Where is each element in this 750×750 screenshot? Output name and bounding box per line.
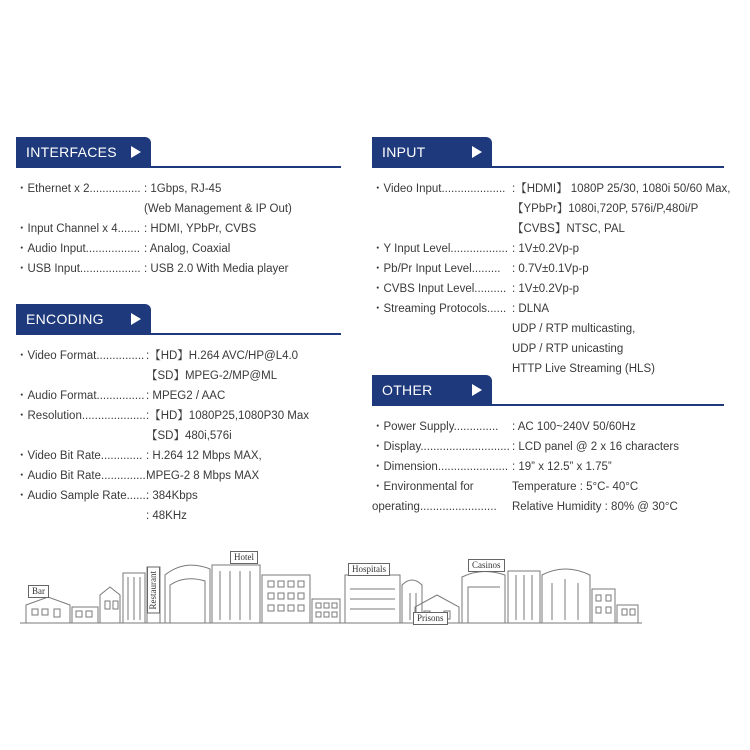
spec-label: ・Audio Bit Rate.............. [16, 470, 146, 482]
spec-row [372, 179, 732, 199]
spec-value: :【HD】1080P25,1080P30 Max [146, 410, 310, 422]
spec-value: :【HD】H.264 AVC/HP@L4.0 [146, 350, 299, 362]
arrow-right-icon [472, 146, 482, 158]
spec-label: ・Resolution.................... [16, 410, 146, 422]
spec-label: ・Input Channel x 4....... [16, 223, 141, 235]
spec-row [372, 437, 732, 457]
sign-prisons: Prisons [413, 612, 448, 625]
spec-row [372, 279, 732, 299]
interfaces-spec-list [16, 179, 346, 279]
spec-label: ・Y Input Level.................. [372, 243, 508, 255]
spec-value: : USB 2.0 With Media player [144, 263, 289, 275]
encoding-title-tab [16, 304, 151, 334]
spec-value: 【SD】480i,576i [146, 430, 232, 442]
spec-label: ・Video Input.................... [372, 183, 506, 195]
city-skyline-illustration [20, 545, 645, 635]
encoding-title: ENCODING [26, 311, 104, 327]
sign-hospitals: Hospitals [348, 563, 390, 576]
other-spec-list [372, 417, 732, 517]
spec-value: : 1Gbps, RJ-45 [144, 183, 222, 195]
spec-value: : 1V±0.2Vp-p [512, 283, 580, 295]
sign-restaurant: Restaurant [147, 567, 160, 614]
spec-row [372, 477, 732, 497]
spec-label: ・USB Input................... [16, 263, 141, 275]
skyline-drawing [20, 545, 645, 635]
spec-row [16, 346, 346, 366]
spec-row [16, 219, 346, 239]
spec-row [16, 239, 346, 259]
spec-row [16, 406, 346, 426]
encoding-spec-list [16, 346, 346, 526]
spec-label: operating........................ [372, 501, 497, 513]
arrow-right-icon [131, 146, 141, 158]
spec-row [372, 417, 732, 437]
input-section [372, 137, 732, 379]
spec-value: : H.264 12 Mbps MAX, [146, 450, 262, 462]
spec-value: Relative Humidity : 80% @ 30°C [512, 501, 678, 513]
spec-value: (Web Management & IP Out) [144, 203, 292, 215]
spec-value: : HDMI, YPbPr, CVBS [144, 223, 257, 235]
spec-label: ・Audio Format............... [16, 390, 145, 402]
spec-row [372, 199, 732, 219]
spec-label: ・Video Bit Rate............. [16, 450, 143, 462]
spec-row [16, 446, 346, 466]
input-header [372, 137, 732, 169]
sign-casinos: Casinos [468, 559, 505, 572]
spec-label: ・Audio Input................. [16, 243, 141, 255]
spec-value: HTTP Live Streaming (HLS) [512, 363, 655, 375]
other-header [372, 375, 732, 407]
spec-label: ・CVBS Input Level.......... [372, 283, 507, 295]
spec-row [372, 299, 732, 319]
interfaces-title-tab [16, 137, 151, 167]
spec-row [16, 199, 346, 219]
spec-label: ・Pb/Pr Input Level......... [372, 263, 501, 275]
spec-value: : 0.7V±0.1Vp-p [512, 263, 589, 275]
spec-row [16, 259, 346, 279]
spec-row [372, 239, 732, 259]
spec-row [16, 426, 346, 446]
spec-value: : LCD panel @ 2 x 16 characters [512, 441, 680, 453]
spec-value: : 48KHz [146, 510, 187, 522]
spec-value: : DLNA [512, 303, 550, 315]
spec-row [372, 339, 732, 359]
spec-row [16, 366, 346, 386]
spec-row [16, 486, 346, 506]
spec-row [372, 259, 732, 279]
spec-value: 【SD】MPEG-2/MP@ML [146, 370, 278, 382]
spec-row [16, 506, 346, 526]
spec-label: ・Streaming Protocols...... [372, 303, 507, 315]
spec-row [372, 219, 732, 239]
interfaces-section [16, 137, 346, 279]
spec-label: ・Dimension...................... [372, 461, 509, 473]
sign-bar: Bar [28, 585, 49, 598]
spec-value: 【CVBS】NTSC, PAL [512, 223, 625, 235]
spec-value: : 1V±0.2Vp-p [512, 243, 580, 255]
spec-label: ・Ethernet x 2................ [16, 183, 141, 195]
spec-value: : 384Kbps [146, 490, 198, 502]
encoding-header [16, 304, 346, 336]
spec-row [372, 497, 732, 517]
spec-value: : AC 100~240V 50/60Hz [512, 421, 636, 433]
spec-label: ・Audio Sample Rate....... [16, 490, 149, 502]
other-title-tab [372, 375, 492, 405]
input-title: INPUT [382, 144, 426, 160]
other-title: OTHER [382, 382, 433, 398]
other-section [372, 375, 732, 517]
sign-hotel: Hotel [230, 551, 258, 564]
spec-label: ・Power Supply.............. [372, 421, 499, 433]
spec-row [372, 457, 732, 477]
input-spec-list [372, 179, 732, 379]
spec-value: : MPEG2 / AAC [146, 390, 226, 402]
spec-row [16, 179, 346, 199]
input-title-tab [372, 137, 492, 167]
spec-value: : Analog, Coaxial [144, 243, 231, 255]
spec-value: Temperature : 5°C- 40°C [512, 481, 639, 493]
spec-label: ・Video Format............... [16, 350, 145, 362]
arrow-right-icon [472, 384, 482, 396]
spec-value: UDP / RTP unicasting [512, 343, 624, 355]
spec-row [372, 319, 732, 339]
spec-value: 【YPbPr】1080i,720P, 576i/P,480i/P [512, 203, 699, 215]
spec-value: MPEG-2 8 Mbps MAX [146, 470, 260, 482]
spec-value: : 19” x 12.5” x 1.75” [512, 461, 612, 473]
spec-row [16, 466, 346, 486]
encoding-section [16, 304, 346, 526]
interfaces-title: INTERFACES [26, 144, 117, 160]
arrow-right-icon [131, 313, 141, 325]
spec-label: ・Display............................ [372, 441, 510, 453]
interfaces-header [16, 137, 346, 169]
spec-label: ・Environmental for [372, 481, 474, 493]
spec-value: UDP / RTP multicasting, [512, 323, 636, 335]
spec-row [16, 386, 346, 406]
spec-value: :【HDMI】 1080P 25/30, 1080i 50/60 Max, [512, 183, 731, 195]
